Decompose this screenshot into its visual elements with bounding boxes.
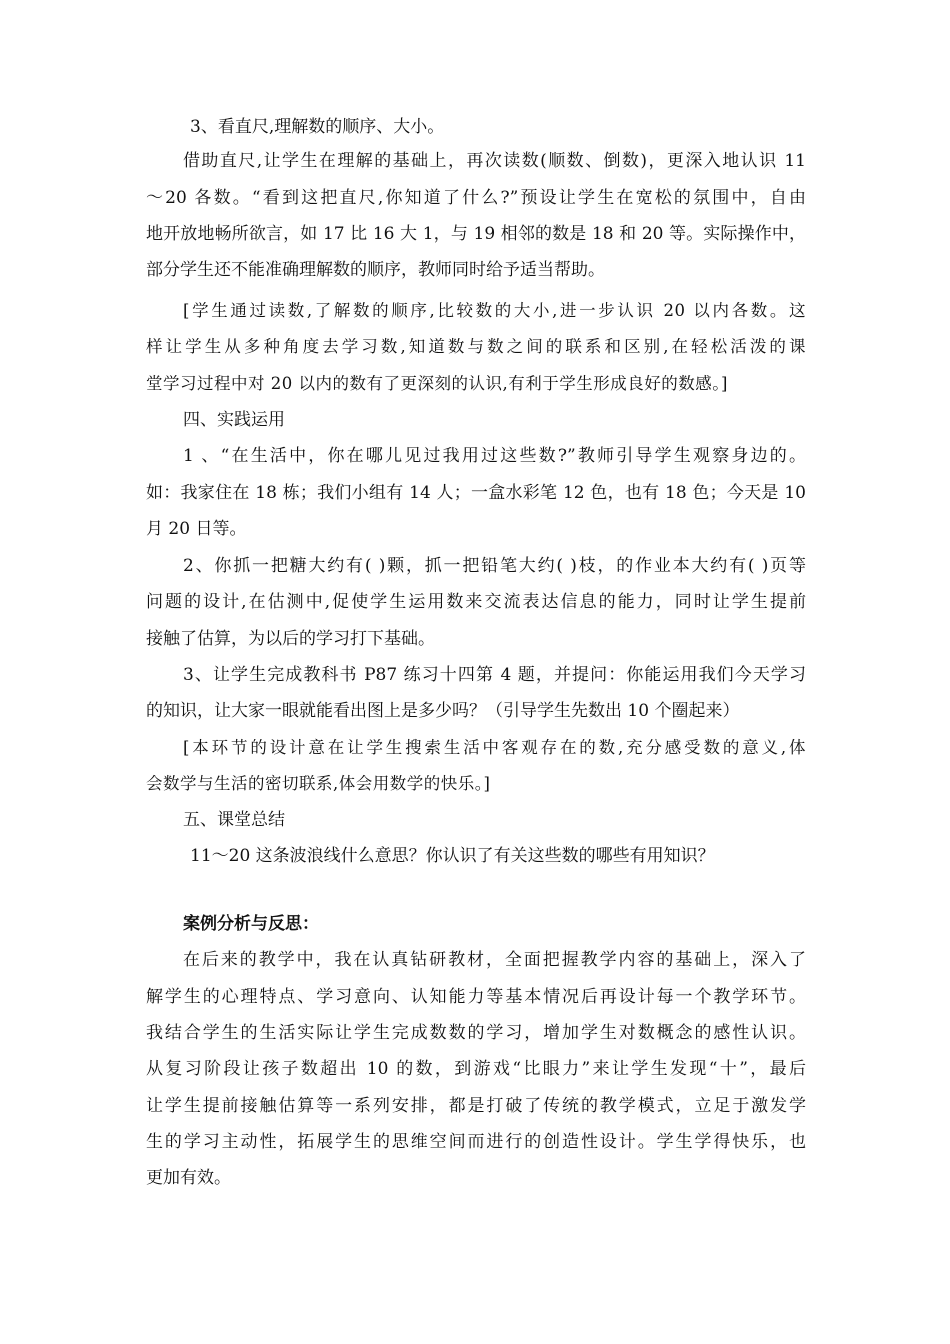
text-line: 五、课堂总结	[183, 810, 285, 830]
text-line: 如：我家住在 18 栋；我们小组有 14 人；一盒水彩笔 12 色，也有 18 色；今天是 10	[146, 483, 806, 503]
text-line: 在后来的教学中，我在认真钻研教材，全面把握教学内容的基础上，深入了	[183, 950, 806, 970]
text-line: 的知识，让大家一眼就能看出图上是多少吗？（引导学生先数出 10 个圈起来）	[146, 701, 740, 721]
text-line: 月 20 日等。	[146, 519, 247, 539]
annotation-line: [本环节的设计意在让学生搜索生活中客观存在的数,充分感受数的意义,体	[183, 738, 806, 757]
annotation-line: [学生通过读数,了解数的顺序,比较数的大小,进一步认识 20 以内各数。这	[183, 301, 806, 320]
text-line: 让学生提前接触估算等一系列安排，都是打破了传统的教学模式，立足于激发学	[146, 1096, 806, 1116]
text-line: 借助直尺,让学生在理解的基础上，再次读数(顺数、倒数)，更深入地认识 11	[183, 151, 806, 171]
text-line: 3、看直尺,理解数的顺序、大小。	[190, 117, 445, 137]
text-line: 接触了估算，为以后的学习打下基础。	[146, 629, 435, 649]
annotation-line: 会数学与生活的密切联系,体会用数学的快乐。]	[146, 774, 491, 793]
annotation-line: 样让学生从多种角度去学习数,知道数与数之间的联系和区别,在轻松活泼的课	[146, 337, 806, 356]
text-line: 从复习阶段让孩子数超出 10 的数，到游戏“比眼力”来让学生发现“十”，最后	[146, 1059, 806, 1079]
text-line: 生的学习主动性，拓展学生的思维空间而进行的创造性设计。学生学得快乐，也	[146, 1132, 806, 1152]
text-line: 地开放地畅所欲言，如 17 比 16 大 1，与 19 相邻的数是 18 和 20 等。实际操作中，	[146, 224, 806, 244]
text-line: 3、让学生完成教科书 P87 练习十四第 4 题，并提问：你能运用我们今天学习	[183, 665, 806, 685]
text-line: 11～20 这条波浪线什么意思？你认识了有关这些数的哪些有用知识？	[190, 846, 715, 866]
text-line: 四、实践运用	[183, 410, 285, 430]
text-line: 1 、“在生活中，你在哪儿见过我用过这些数?”教师引导学生观察身边的。	[183, 446, 806, 466]
text-line: 问题的设计,在估测中,促使学生运用数来交流表达信息的能力，同时让学生提前	[146, 592, 806, 612]
text-line: 解学生的心理特点、学习意向、认知能力等基本情况后再设计每一个教学环节。	[146, 987, 806, 1007]
text-line: ～20 各数。“看到这把直尺,你知道了什么?”预设让学生在宽松的氛围中，自由	[146, 188, 806, 208]
text-line: 更加有效。	[146, 1168, 231, 1188]
text-line: 部分学生还不能准确理解数的顺序，教师同时给予适当帮助。	[146, 260, 605, 280]
section-heading: 案例分析与反思：	[183, 914, 319, 934]
text-line: 2、你抓一把糖大约有( )颗，抓一把铅笔大约( )枝，的作业本大约有( )页等	[183, 556, 806, 576]
text-line: 我结合学生的生活实际让学生完成数数的学习，增加学生对数概念的感性认识。	[146, 1023, 806, 1043]
annotation-line: 堂学习过程中对 20 以内的数有了更深刻的认识,有利于学生形成良好的数感。]	[146, 374, 728, 393]
